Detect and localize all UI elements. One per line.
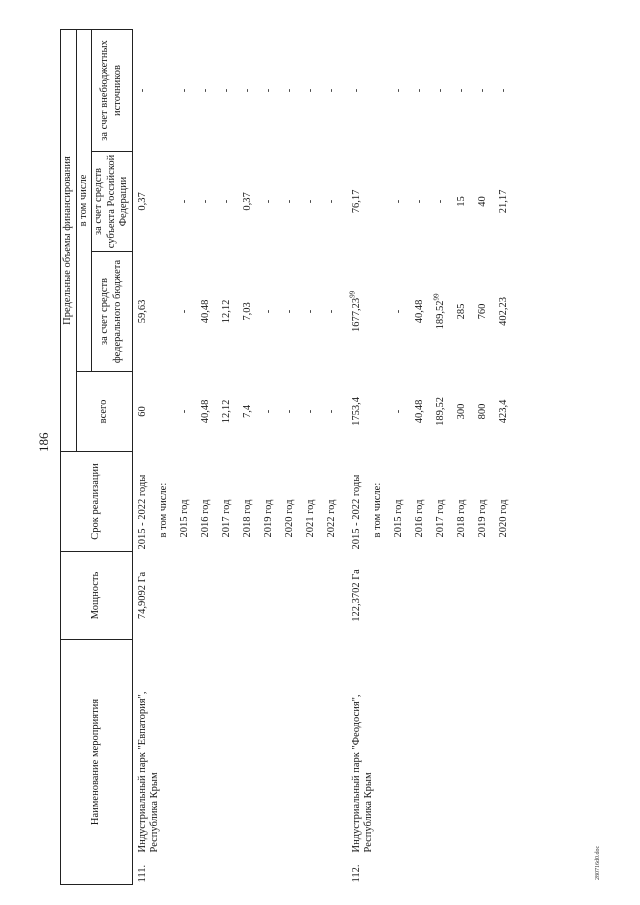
- row-federal: 285: [455, 303, 467, 320]
- header-total: всего: [76, 371, 132, 451]
- item-capacity: 74,9092 Га: [136, 571, 148, 620]
- row-federal: [372, 251, 393, 371]
- row-period: в том числе:: [157, 482, 169, 538]
- row-federal-value: 1677,23: [350, 297, 362, 333]
- row-extrabudget: -: [325, 88, 337, 93]
- row-extrabudget: -: [392, 88, 404, 93]
- row-regional: 40: [476, 196, 488, 207]
- row-period: 2015 - 2022 годы: [350, 474, 362, 550]
- row-period: 2016 год: [199, 499, 211, 538]
- row-regional: -: [413, 199, 425, 204]
- row-regional: 15: [455, 196, 467, 207]
- header-federal: за счет средств федерального бюджета: [92, 251, 133, 371]
- header-funding-group: Предельные объемы финансирования: [61, 29, 77, 451]
- row-regional: -: [199, 199, 211, 204]
- header-regional: за счет средств субъекта Российской Федерации: [92, 151, 133, 251]
- row-total: -: [325, 409, 337, 414]
- row-total: -: [178, 409, 190, 414]
- header-extrabudget: за счет внебюджетных источников: [92, 29, 133, 151]
- row-extrabudget: -: [178, 88, 190, 93]
- row-total: [372, 371, 393, 451]
- row-period: 2020 год: [283, 499, 295, 538]
- financing-table-container: [60, 30, 580, 885]
- row-regional: 0,37: [241, 192, 253, 211]
- row-extrabudget: -: [455, 88, 467, 93]
- row-federal: -: [392, 309, 404, 314]
- row-federal: 59,63: [136, 299, 148, 324]
- row-total: -: [392, 409, 404, 414]
- row-federal-superscript: 99: [348, 290, 356, 298]
- row-regional: [158, 151, 179, 251]
- row-extrabudget: -: [413, 88, 425, 93]
- row-period: 2018 год: [455, 499, 467, 538]
- table-row: [132, 29, 158, 884]
- row-extrabudget: -: [350, 88, 362, 93]
- row-extrabudget: -: [262, 88, 274, 93]
- row-extrabudget: -: [497, 88, 509, 93]
- row-extrabudget: -: [434, 88, 446, 93]
- row-total: [158, 371, 179, 451]
- row-period: 2019 год: [262, 499, 274, 538]
- row-regional: -: [262, 199, 274, 204]
- row-period: 2019 год: [476, 499, 488, 538]
- row-period: 2017 год: [220, 499, 232, 538]
- row-total: 60: [136, 406, 148, 417]
- row-regional: -: [325, 199, 337, 204]
- row-federal: 402,23: [497, 297, 509, 326]
- row-extrabudget: -: [241, 88, 253, 93]
- table-header: [61, 29, 133, 884]
- item-name: Индустриальный парк "Феодосия", Республика Крым: [350, 694, 374, 853]
- row-period: 2018 год: [241, 499, 253, 538]
- row-federal: [158, 251, 179, 371]
- row-regional: 76,17: [350, 189, 362, 214]
- row-extrabudget: -: [220, 88, 232, 93]
- row-period: 2021 год: [304, 499, 316, 538]
- row-regional: -: [283, 199, 295, 204]
- item-name: Индустриальный парк "Евпатория", Республика Крым: [136, 691, 160, 853]
- row-period: 2015 - 2022 годы: [136, 474, 148, 550]
- row-regional: -: [304, 199, 316, 204]
- row-regional: -: [392, 199, 404, 204]
- row-total: 7,4: [241, 404, 253, 419]
- row-extrabudget: -: [283, 88, 295, 93]
- row-total: 12,12: [220, 399, 232, 424]
- row-federal: [432, 251, 456, 371]
- row-extrabudget: -: [199, 88, 211, 93]
- row-federal-superscript: 99: [432, 293, 440, 301]
- row-federal: 760: [476, 303, 488, 320]
- row-regional: 21,17: [497, 189, 509, 214]
- row-federal: 12,12: [220, 299, 232, 324]
- row-extrabudget: -: [136, 88, 148, 93]
- row-total: 40,48: [413, 399, 425, 424]
- row-total: 1753,4: [350, 397, 362, 426]
- table-body: [132, 29, 519, 884]
- row-total: 423,4: [497, 399, 509, 424]
- row-regional: [372, 151, 393, 251]
- row-federal: [347, 251, 372, 371]
- row-federal: -: [262, 309, 274, 314]
- item-index: 112.: [350, 864, 362, 883]
- row-extrabudget: -: [304, 88, 316, 93]
- row-total: -: [304, 409, 316, 414]
- table-row: [347, 29, 372, 884]
- row-total: 300: [455, 403, 467, 420]
- row-total: 800: [476, 403, 488, 420]
- row-federal: -: [283, 309, 295, 314]
- row-period: 2015 год: [392, 499, 404, 538]
- row-extrabudget: [372, 29, 393, 151]
- row-regional: 0,37: [136, 192, 148, 211]
- row-federal: -: [178, 309, 190, 314]
- row-period: 2015 год: [178, 499, 190, 538]
- row-period: 2022 год: [325, 499, 337, 538]
- row-total: -: [262, 409, 274, 414]
- row-federal-value: 189,52: [434, 300, 446, 330]
- row-total: 40,48: [199, 399, 211, 424]
- row-period: 2020 год: [497, 499, 509, 538]
- row-total: 189,52: [434, 397, 446, 426]
- row-period: 2016 год: [413, 499, 425, 538]
- row-federal: 40,48: [199, 299, 211, 324]
- item-capacity: 122,3702 Га: [350, 569, 362, 622]
- header-name: Наименование мероприятия: [61, 639, 133, 884]
- row-period: 2017 год: [434, 499, 446, 538]
- row-federal: 40,48: [413, 299, 425, 324]
- row-extrabudget: -: [476, 88, 488, 93]
- financing-table: [60, 29, 519, 885]
- page-number: 186: [36, 432, 51, 452]
- header-period: Срок реализации: [61, 451, 133, 551]
- row-period: в том числе:: [371, 482, 383, 538]
- header-including: в том числе: [76, 29, 92, 371]
- item-index: 111.: [136, 864, 148, 883]
- row-regional: -: [434, 199, 446, 204]
- row-regional: -: [220, 199, 232, 204]
- row-federal: -: [304, 309, 316, 314]
- row-total: -: [283, 409, 295, 414]
- row-federal: 7,03: [241, 302, 253, 321]
- header-capacity: Мощность: [61, 551, 133, 639]
- row-regional: -: [178, 199, 190, 204]
- row-extrabudget: [158, 29, 179, 151]
- row-federal: -: [325, 309, 337, 314]
- footer-file-code: 280716d0.doc: [595, 845, 601, 880]
